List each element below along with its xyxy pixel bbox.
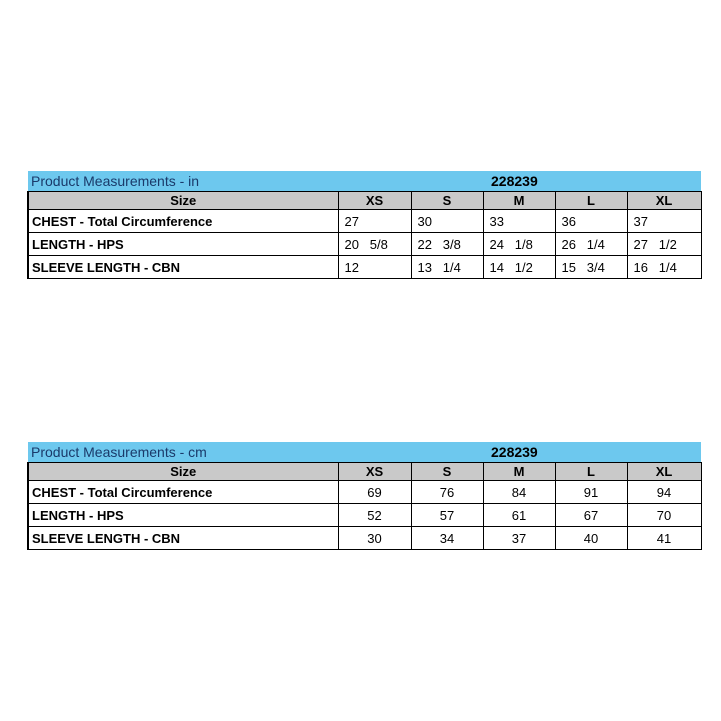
value-cell: 13 1/4: [411, 256, 483, 279]
size-header-row: [28, 463, 701, 481]
value-cell: 37: [627, 210, 701, 233]
size-s: S: [411, 192, 483, 210]
size-xl: XL: [627, 192, 701, 210]
row-label: SLEEVE LENGTH - CBN: [28, 256, 338, 279]
value-cell: 61: [483, 504, 555, 527]
size-m: M: [483, 192, 555, 210]
value-cell: 15 3/4: [555, 256, 627, 279]
row-label: CHEST - Total Circumference: [28, 481, 338, 504]
value-cell: 57: [411, 504, 483, 527]
value-cell: 24 1/8: [483, 233, 555, 256]
value-cell: 34: [411, 527, 483, 550]
value-cell: 36: [555, 210, 627, 233]
value-cell: 69: [338, 481, 411, 504]
table-title-row: [28, 442, 701, 463]
row-label: SLEEVE LENGTH - CBN: [28, 527, 338, 550]
value-cell: 67: [555, 504, 627, 527]
value-cell: 30: [411, 210, 483, 233]
value-cell: 14 1/2: [483, 256, 555, 279]
row-label: LENGTH - HPS: [28, 233, 338, 256]
size-header: Size: [28, 463, 338, 481]
measurements-table-cm: [27, 442, 702, 550]
value-cell: 40: [555, 527, 627, 550]
table-row: [28, 233, 701, 256]
style-number: 228239: [411, 442, 701, 463]
value-cell: 94: [627, 481, 701, 504]
table-title: Product Measurements - in: [28, 171, 411, 192]
table-row: [28, 481, 701, 504]
value-cell: 20 5/8: [338, 233, 411, 256]
value-cell: 26 1/4: [555, 233, 627, 256]
size-s: S: [411, 463, 483, 481]
size-header: Size: [28, 192, 338, 210]
size-xs: XS: [338, 192, 411, 210]
row-label: LENGTH - HPS: [28, 504, 338, 527]
table-title: Product Measurements - cm: [28, 442, 411, 463]
value-cell: 33: [483, 210, 555, 233]
value-cell: 27: [338, 210, 411, 233]
table-title-row: [28, 171, 701, 192]
size-l: L: [555, 463, 627, 481]
value-cell: 70: [627, 504, 701, 527]
size-l: L: [555, 192, 627, 210]
table-row: [28, 527, 701, 550]
table-row: [28, 256, 701, 279]
size-xs: XS: [338, 463, 411, 481]
style-number: 228239: [411, 171, 701, 192]
value-cell: 37: [483, 527, 555, 550]
measurements-table-in: [27, 171, 702, 279]
row-label: CHEST - Total Circumference: [28, 210, 338, 233]
size-xl: XL: [627, 463, 701, 481]
size-m: M: [483, 463, 555, 481]
value-cell: 30: [338, 527, 411, 550]
value-cell: 91: [555, 481, 627, 504]
value-cell: 76: [411, 481, 483, 504]
table-row: [28, 210, 701, 233]
value-cell: 52: [338, 504, 411, 527]
value-cell: 12: [338, 256, 411, 279]
value-cell: 84: [483, 481, 555, 504]
size-header-row: [28, 192, 701, 210]
value-cell: 41: [627, 527, 701, 550]
table-row: [28, 504, 701, 527]
value-cell: 27 1/2: [627, 233, 701, 256]
value-cell: 16 1/4: [627, 256, 701, 279]
value-cell: 22 3/8: [411, 233, 483, 256]
